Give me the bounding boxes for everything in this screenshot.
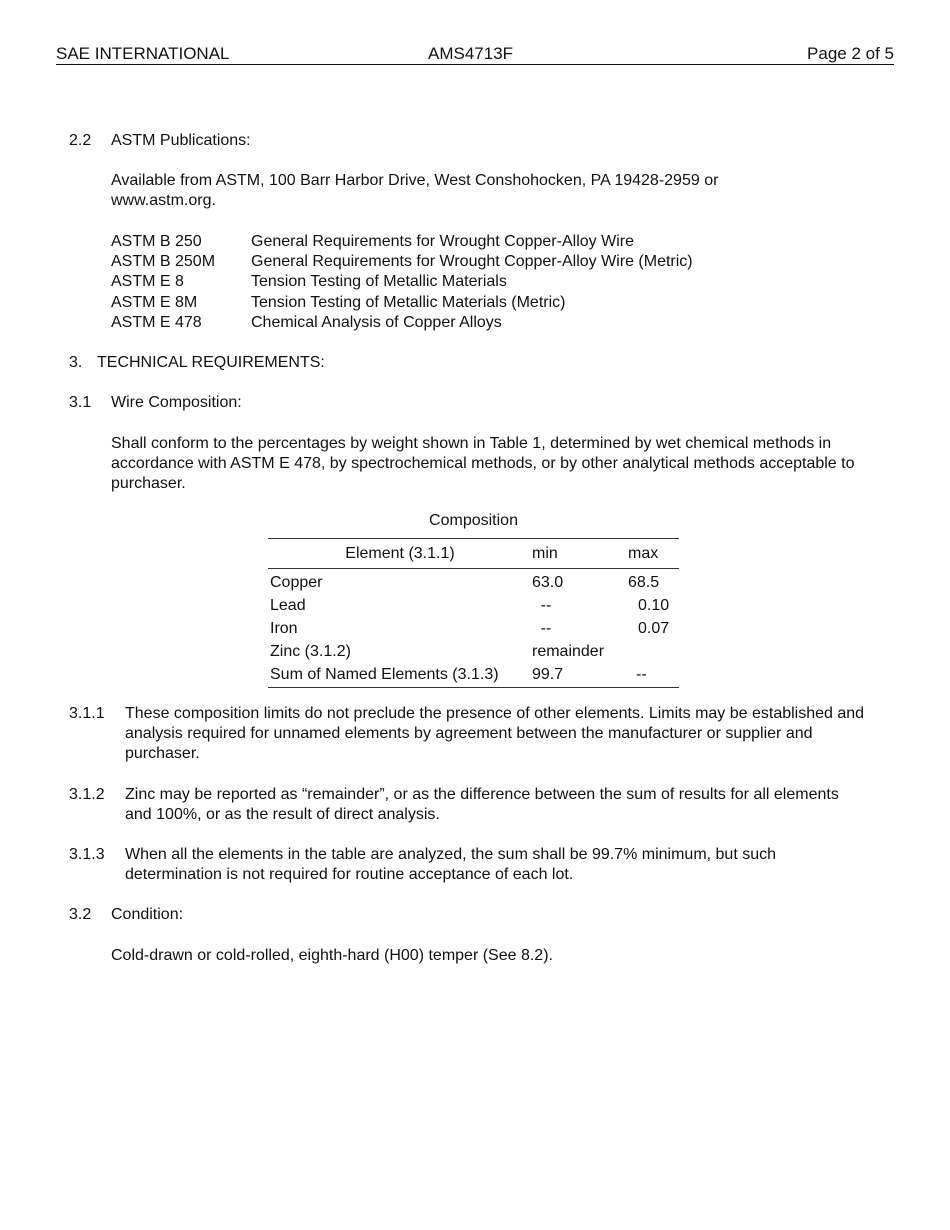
section-3-2-title: Condition: bbox=[111, 906, 184, 923]
element-name: Zinc (3.1.2) bbox=[270, 643, 351, 661]
element-max: -- bbox=[636, 666, 647, 684]
reference-title: Chemical Analysis of Copper Alloys bbox=[251, 313, 502, 331]
element-name: Lead bbox=[270, 596, 306, 614]
reference-row bbox=[111, 293, 693, 313]
section-3-1-3-text: When all the elements in the table are analyzed, the sum shall be 99.7% minimum, but such determination is not required for routine acceptance of each lot. bbox=[125, 846, 777, 883]
element-name: Copper bbox=[270, 573, 323, 591]
composition-table bbox=[268, 538, 679, 688]
reference-code: ASTM B 250 bbox=[111, 233, 202, 250]
reference-row bbox=[111, 252, 693, 272]
wire-composition-text: Shall conform to the percentages by weight shown in Table 1, determined by wet chemical methods in accordance with ASTM E 478, by spectrochemical methods, or by other analytical methods acceptable to purchaser. bbox=[111, 435, 855, 492]
section-3-number: 3. bbox=[69, 354, 83, 371]
section-2-2-number: 2.2 bbox=[69, 132, 92, 149]
composition-header-row bbox=[268, 539, 679, 569]
section-3-1-1-text: These composition limits do not preclude the presence of other elements. Limits may be established and analysis required for unnamed elements by agreement between the manufacturer or supplier and purchaser. bbox=[125, 705, 865, 762]
section-3-1-3-number: 3.1.3 bbox=[69, 846, 105, 863]
composition-table-title: Composition bbox=[429, 512, 518, 529]
section-3-1-2-text: Zinc may be reported as “remainder”, or as the difference between the sum of results for all elements and 100%, or as the result of direct analysis. bbox=[125, 786, 839, 823]
reference-title: Tension Testing of Metallic Materials (Metric) bbox=[251, 293, 566, 311]
header-page-number: Page 2 of 5 bbox=[807, 44, 894, 63]
page-header bbox=[56, 44, 894, 65]
column-header-min: min bbox=[532, 539, 628, 569]
element-name: Sum of Named Elements (3.1.3) bbox=[270, 666, 499, 684]
reference-code: ASTM E 478 bbox=[111, 313, 202, 331]
element-min: remainder bbox=[532, 643, 605, 661]
section-3-title: TECHNICAL REQUIREMENTS: bbox=[97, 354, 325, 371]
astm-availability-text: Available from ASTM, 100 Barr Harbor Drive, West Conshohocken, PA 19428-2959 or www.astm.org. bbox=[111, 172, 719, 209]
header-document-id: AMS4713F bbox=[428, 44, 514, 63]
section-3-1-2-number: 3.1.2 bbox=[69, 786, 105, 803]
element-min: 99.7 bbox=[532, 666, 564, 684]
reference-row bbox=[111, 313, 693, 333]
header-organization: SAE INTERNATIONAL bbox=[56, 44, 230, 63]
reference-title: Tension Testing of Metallic Materials bbox=[251, 273, 507, 291]
element-min: -- bbox=[540, 619, 552, 637]
composition-row bbox=[268, 594, 679, 617]
section-3-1-title: Wire Composition: bbox=[111, 394, 242, 411]
element-max bbox=[628, 641, 679, 664]
reference-row bbox=[111, 232, 693, 252]
composition-row bbox=[268, 664, 679, 688]
section-2-2-title: ASTM Publications: bbox=[111, 132, 251, 149]
element-min: -- bbox=[540, 596, 552, 614]
reference-code: ASTM B 250M bbox=[111, 253, 216, 271]
section-3-2-number: 3.2 bbox=[69, 906, 92, 923]
column-header-element: Element (3.1.1) bbox=[268, 539, 532, 569]
astm-reference-list bbox=[111, 232, 693, 333]
section-3-1-1-number: 3.1.1 bbox=[69, 705, 105, 722]
reference-code: ASTM E 8 bbox=[111, 273, 184, 291]
column-header-max: max bbox=[628, 539, 679, 569]
element-max: 0.10 bbox=[638, 596, 670, 614]
composition-row bbox=[268, 569, 679, 595]
reference-title: General Requirements for Wrought Copper-Alloy Wire (Metric) bbox=[251, 253, 693, 271]
element-max: 0.07 bbox=[638, 619, 670, 637]
reference-row bbox=[111, 272, 693, 292]
element-name: Iron bbox=[270, 619, 298, 637]
element-max: 68.5 bbox=[628, 573, 660, 591]
reference-title: General Requirements for Wrought Copper-Alloy Wire bbox=[251, 233, 634, 250]
composition-row bbox=[268, 641, 679, 664]
section-3-1-number: 3.1 bbox=[69, 394, 92, 411]
element-min: 63.0 bbox=[532, 573, 564, 591]
reference-code: ASTM E 8M bbox=[111, 293, 198, 311]
condition-text: Cold-drawn or cold-rolled, eighth-hard (H00) temper (See 8.2). bbox=[111, 947, 553, 964]
composition-row bbox=[268, 617, 679, 640]
